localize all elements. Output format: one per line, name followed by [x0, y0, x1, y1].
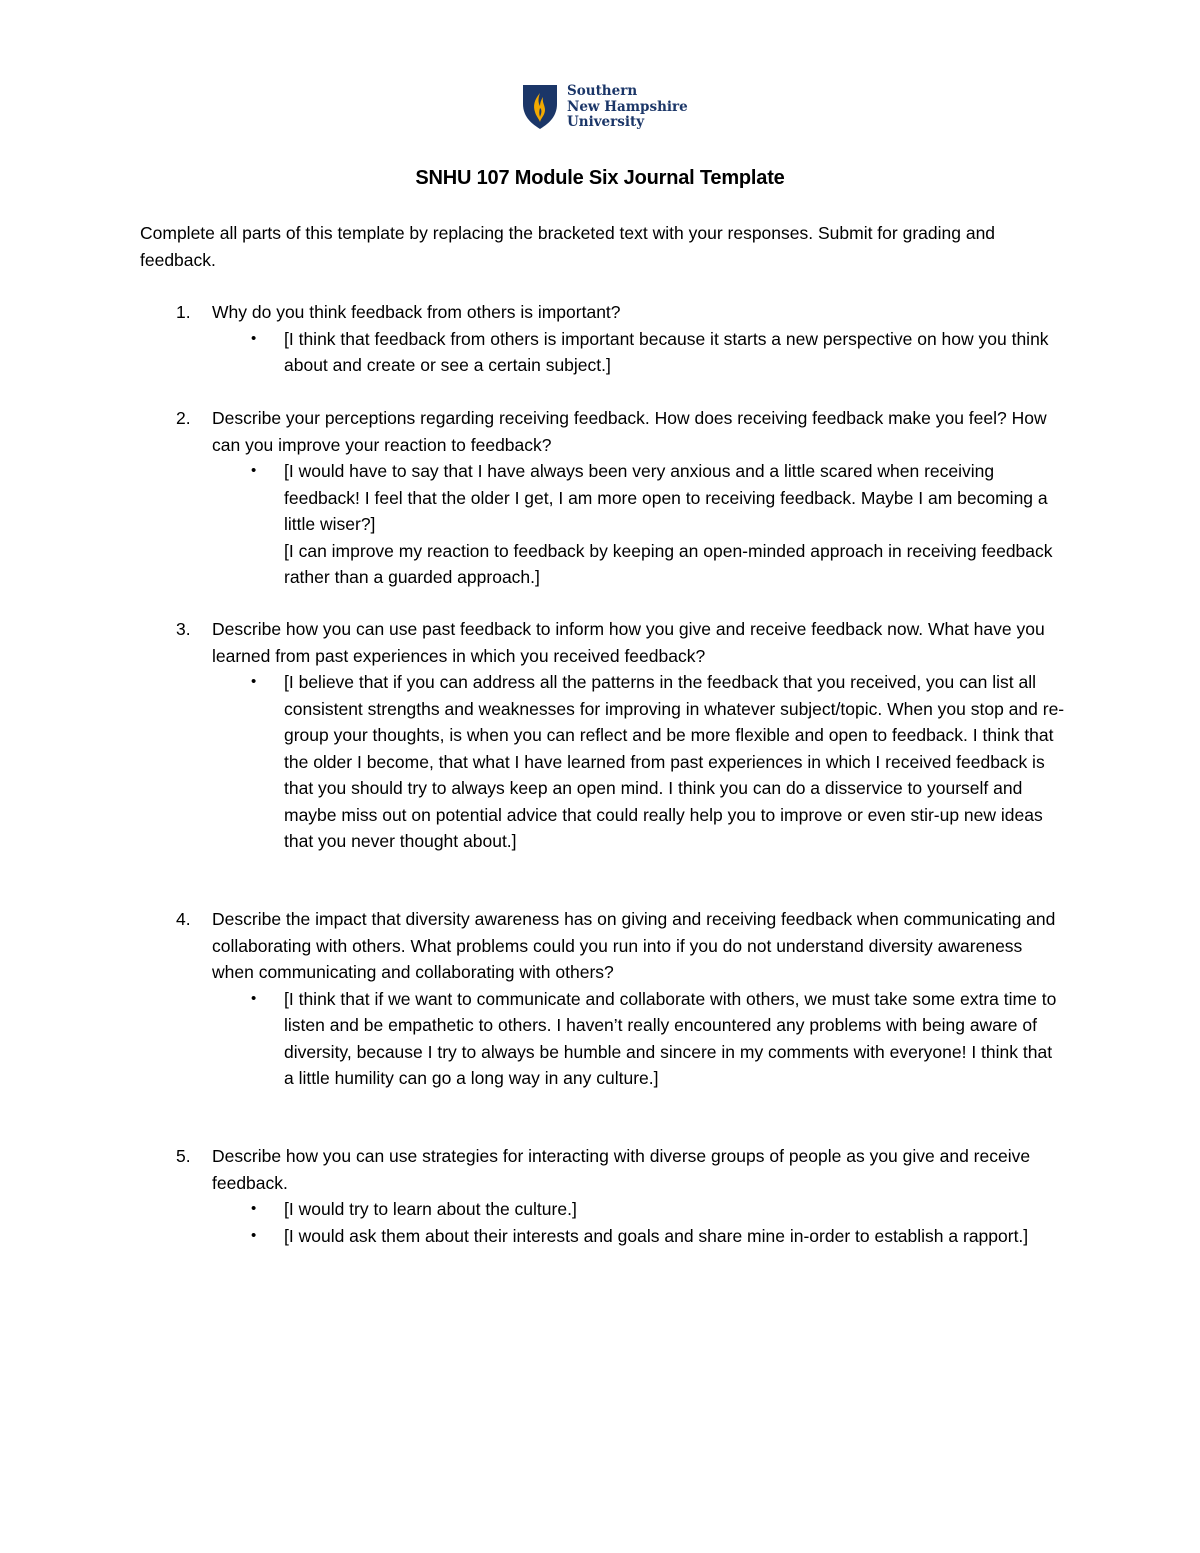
answer-continuation	[284, 538, 1066, 591]
answer-text: [I would try to learn about the culture.]	[284, 1199, 577, 1219]
answer-list	[251, 1196, 1066, 1249]
question-text: Describe how you can use past feedback to inform how you give and receive feedback now. What have you learned from past experiences in which you received feedback?	[212, 619, 1045, 666]
question-text: Why do you think feedback from others is important?	[212, 302, 621, 322]
answer-item	[251, 1196, 1066, 1223]
question-text: Describe your perceptions regarding receiving feedback. How does receiving feedback make you feel? How can you improve your reaction to feedback?	[212, 408, 1047, 455]
question-number: 1.	[176, 302, 191, 322]
bullet-icon: •	[251, 1200, 257, 1217]
flame-shield-icon	[522, 84, 558, 130]
answer-item	[251, 1223, 1066, 1250]
bullet-icon: •	[251, 462, 257, 479]
answer-item	[251, 326, 1066, 379]
answer-list	[251, 458, 1066, 591]
answer-list	[251, 986, 1066, 1092]
logo-line-1: Southern	[567, 83, 638, 99]
question-text: Describe the impact that diversity awareness has on giving and receiving feedback when communicating and collaborating with others. What problems could you run into if you do not understand diversity awareness when communicating and collaborating with others?	[212, 909, 1056, 982]
logo-line-2: New Hampshire	[567, 98, 688, 115]
answer-list	[251, 326, 1066, 379]
answer-text: [I would ask them about their interests and goals and share mine in-order to establish a rapport.]	[284, 1225, 1029, 1246]
question-number: 5.	[176, 1146, 191, 1166]
answer-text: [I think that if we want to communicate and collaborate with others, we must take some extra time to listen and be empathetic to others. I haven’t really encountered any problems with being aware of diversity, because I try to always be humble and sincere in my comments with everyone! I think that a little humility can go a long way in any culture.]	[284, 988, 1057, 1088]
answer-item	[251, 458, 1066, 538]
logo-line-3: University	[567, 114, 645, 130]
question-1	[176, 299, 1066, 396]
question-2	[176, 405, 1066, 608]
question-number: 4.	[176, 909, 191, 929]
answer-item	[251, 669, 1066, 855]
bullet-icon: •	[251, 1226, 257, 1244]
university-name	[567, 84, 688, 131]
question-number: 2.	[176, 408, 191, 428]
answer-text: [I would have to say that I have always been very anxious and a little scared when receiving feedback! I feel that the older I get, I am more open to receiving feedback. Maybe I am becoming a little wiser?]	[284, 461, 1048, 534]
question-3	[176, 616, 1066, 872]
answer-list	[251, 669, 1066, 855]
question-number: 3.	[176, 619, 191, 639]
question-4	[176, 906, 1066, 1109]
bullet-icon: •	[251, 673, 257, 690]
bullet-icon: •	[251, 329, 257, 347]
page-title: SNHU 107 Module Six Journal Template	[415, 167, 785, 189]
university-logo	[522, 84, 688, 131]
question-text: Describe how you can use strategies for interacting with diverse groups of people as you give and receive feedback.	[212, 1146, 1031, 1193]
answer-text: [I think that feedback from others is important because it starts a new perspective on how you think about and create or see a certain subject.]	[284, 328, 1049, 375]
bullet-icon: •	[251, 989, 257, 1007]
question-5	[176, 1143, 1066, 1267]
answer-text: [I believe that if you can address all the patterns in the feedback that you received, you can list all consistent strengths and weaknesses for improving in whatever subject/topic. When you stop and re-group your thoughts, is when you can reflect and be more flexible and open to feedback. I think that the older I become, that what I have learned from past experiences in which I received feedback is that you should try to always keep an open mind. I think you can do a disservice to yourself and maybe miss out on potential advice that could really help you to improve or even stir-up new ideas that you never thought about.]	[284, 672, 1065, 851]
answer-item	[251, 986, 1066, 1092]
answer-text: [I can improve my reaction to feedback by keeping an open-minded approach in receiving feedback rather than a guarded approach.]	[284, 540, 1053, 587]
intro-paragraph: Complete all parts of this template by replacing the bracketed text with your responses. Submit for grading and feedback.	[140, 223, 996, 270]
